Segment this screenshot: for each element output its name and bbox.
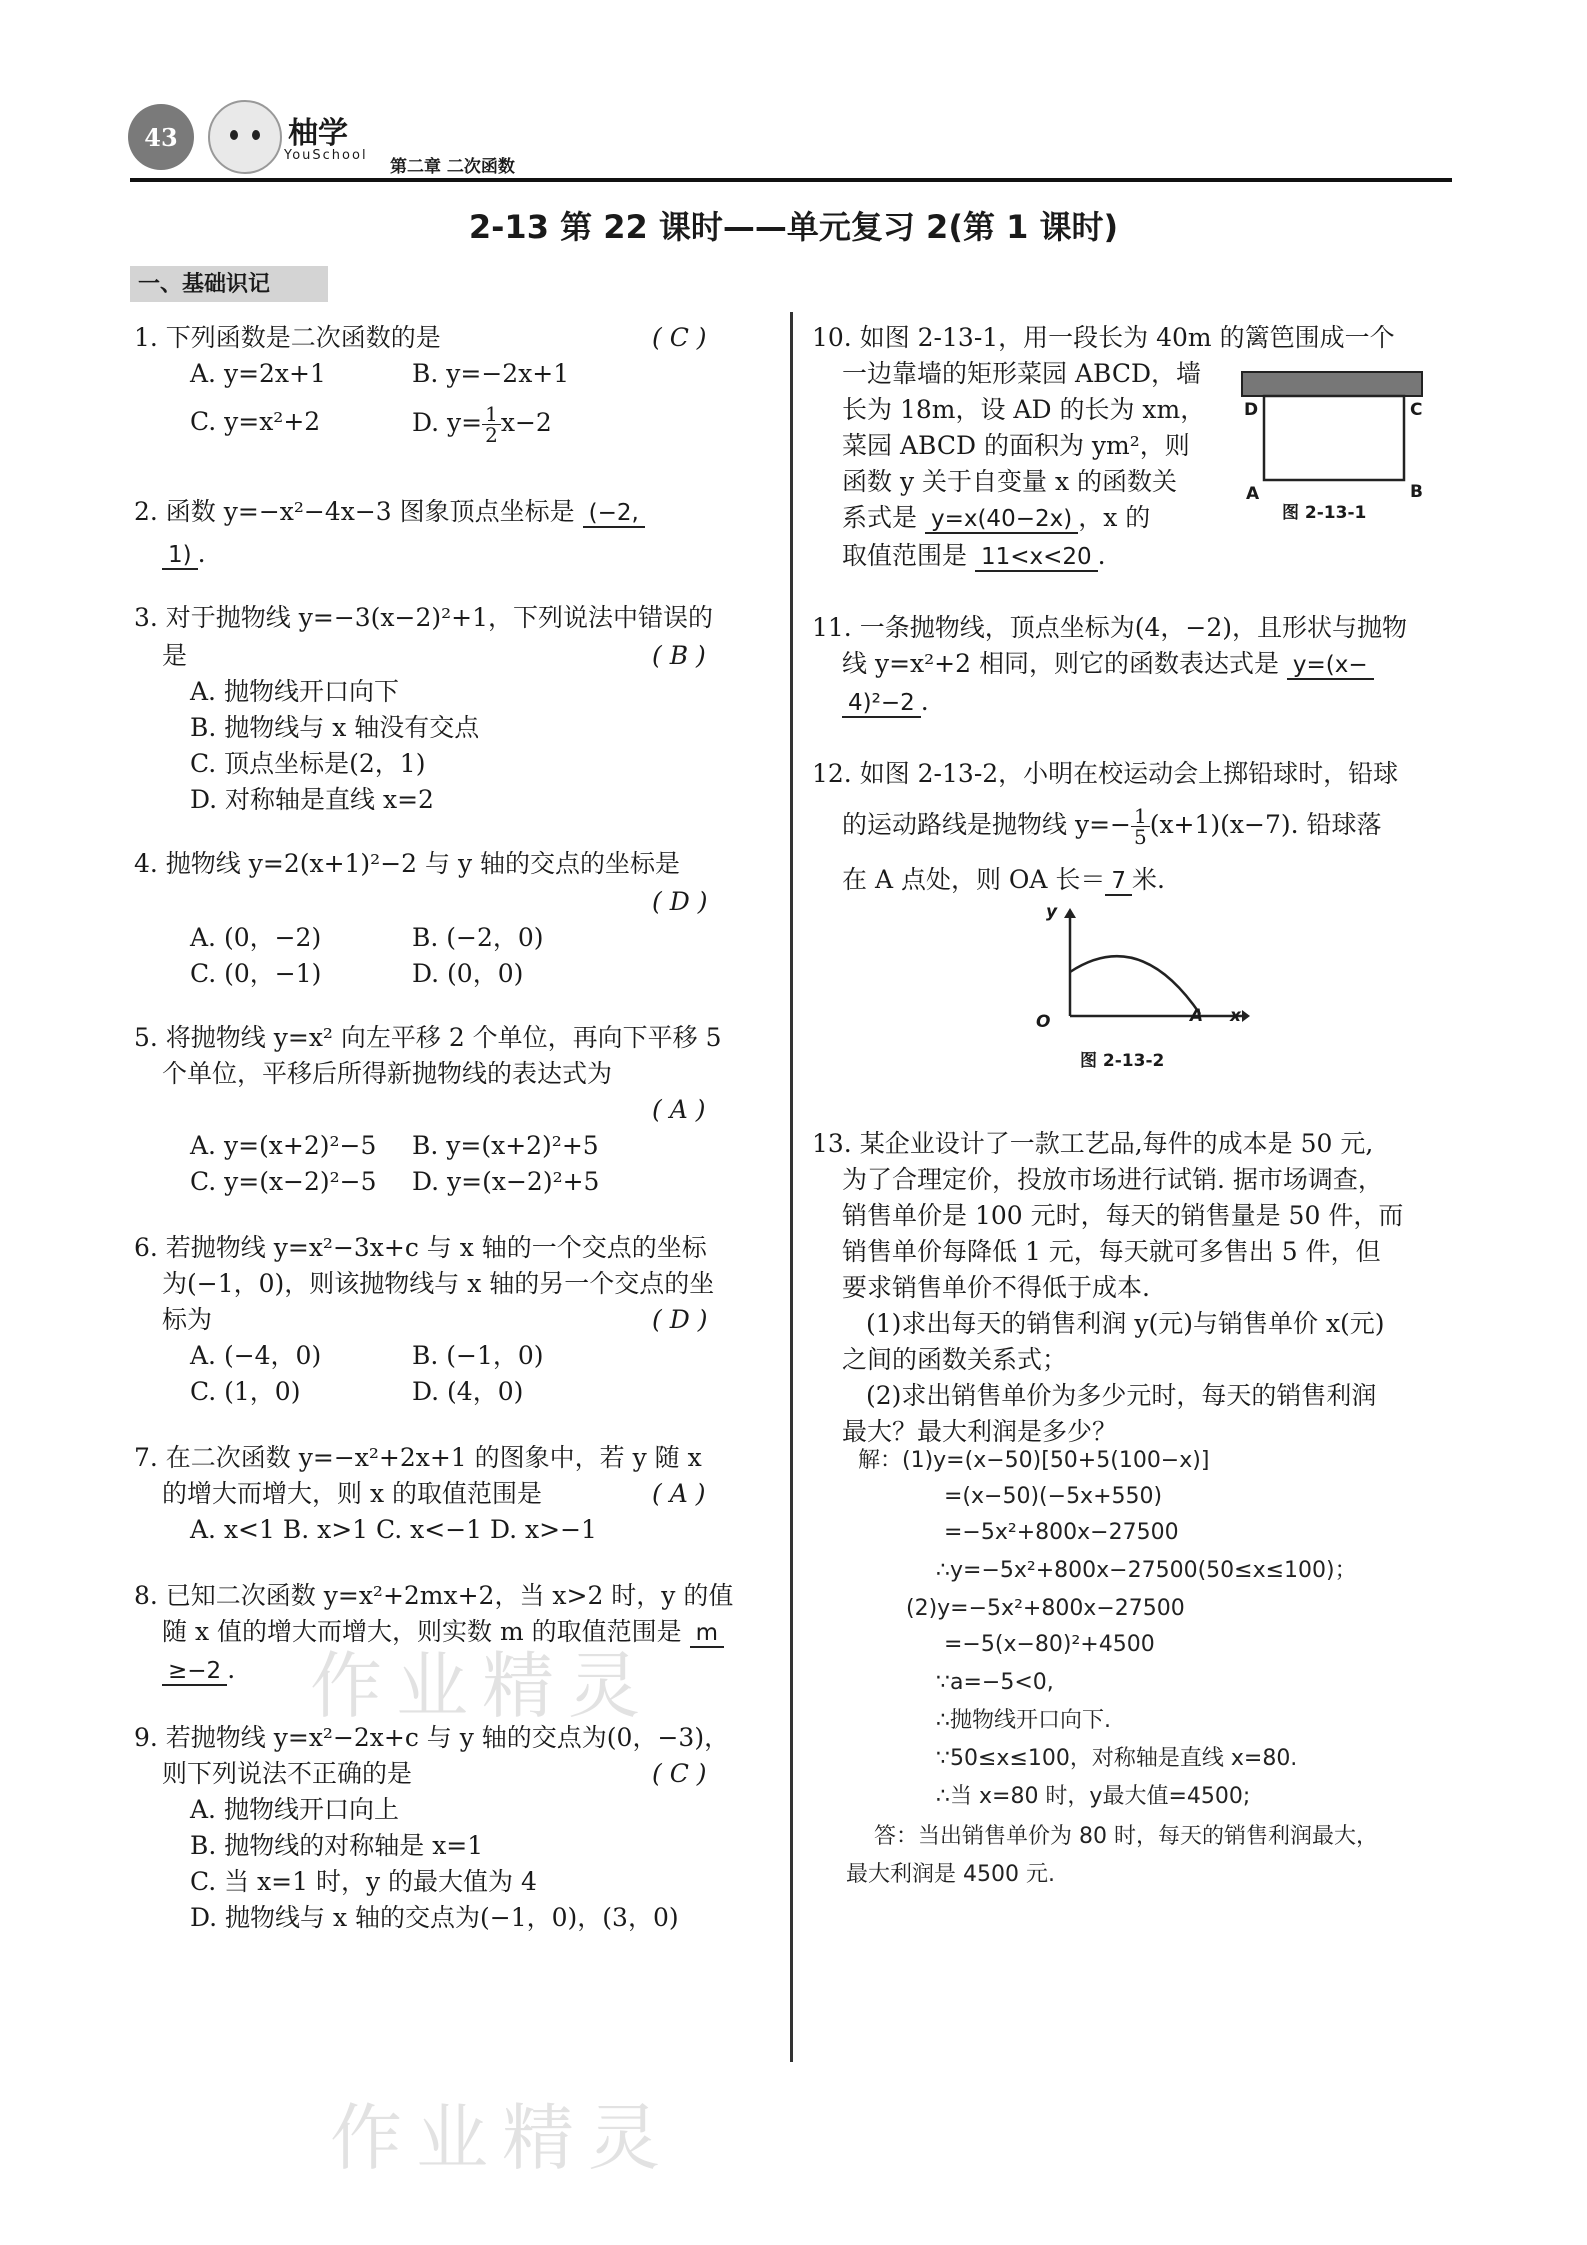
q9-option-d: D. 抛物线与 x 轴的交点为(−1，0)，(3，0)	[190, 1903, 679, 1932]
page-number-badge: 43	[128, 104, 194, 170]
q1-option-d: D. y= $\frac{1}{2}$ x−2	[412, 402, 552, 447]
page-title: 2-13 第 22 课时——单元复习 2(第 1 课时)	[468, 208, 1119, 246]
q8-stem-2: 随 x 值的增大而增大，则实数 m 的取值范围是 m	[162, 1614, 724, 1651]
section-heading: 一、基础识记	[130, 266, 328, 302]
solution-line-3: =−5x²+800x−27500	[944, 1520, 1179, 1545]
q7-options: A. x<1 B. x>1 C. x<−1 D. x>−1	[190, 1515, 597, 1544]
q2-stem: 2. 函数 y=−x²−4x−3 图象顶点坐标是 (−2,	[134, 494, 645, 531]
solution-line-10: ∴当 x=80 时，y最大值=4500;	[936, 1784, 1251, 1809]
q6-answer: ( D )	[652, 1305, 708, 1334]
fig2-label-o: O	[1036, 1012, 1051, 1032]
q13-line-9: 最大？最大利润是多少？	[842, 1417, 1118, 1446]
q4-answer: ( D )	[652, 887, 708, 916]
fig1-label-b: B	[1410, 482, 1423, 502]
q1-option-a: A. y=2x+1	[190, 359, 326, 388]
q3-stem-1: 3. 对于抛物线 y=−3(x−2)²+1，下列说法中错误的	[134, 603, 714, 632]
solution-line-12: 最大利润是 4500 元.	[846, 1862, 1055, 1887]
q4-option-b: B. (−2，0)	[412, 923, 544, 952]
q13-line-1: 13. 某企业设计了一款工艺品,每件的成本是 50 元,	[812, 1129, 1374, 1158]
q5-option-a: A. y=(x+2)²−5	[190, 1131, 377, 1160]
q13-line-8: (2)求出销售单价为多少元时，每天的销售利润	[866, 1381, 1377, 1410]
q7-stem-2: 的增大而增大，则 x 的取值范围是	[162, 1479, 542, 1508]
q12-answer: 7	[1105, 868, 1132, 896]
q10-line-7: 取值范围是 11<x<20 .	[842, 541, 1106, 570]
q12-fraction: $\frac{1}{5}$	[1131, 806, 1150, 847]
q1-option-b: B. y=−2x+1	[412, 359, 570, 388]
q8-answer-part1: m	[690, 1620, 724, 1648]
q13-line-3: 销售单价是 100 元时，每天的销售量是 50 件，而	[842, 1201, 1404, 1230]
q13-line-6: (1)求出每天的销售利润 y(元)与销售单价 x(元)	[866, 1309, 1385, 1338]
brand-name: 柚学	[288, 116, 348, 151]
q10-answer-range: 11<x<20	[975, 544, 1098, 572]
chapter-title: 第二章 二次函数	[390, 157, 515, 177]
watermark-bottom: 作业精灵	[330, 2096, 675, 2180]
fig1-caption: 图 2-13-1	[1282, 503, 1367, 523]
q10-line-5: 函数 y 关于自变量 x 的函数关	[842, 467, 1178, 496]
q7-answer: ( A )	[652, 1479, 706, 1508]
q6-option-d: D. (4，0)	[412, 1377, 524, 1406]
watermark-middle: 作业精灵	[310, 1644, 655, 1728]
q9-option-b: B. 抛物线的对称轴是 x=1	[190, 1831, 484, 1860]
q3-option-a: A. 抛物线开口向下	[190, 677, 399, 706]
q12-line-1: 12. 如图 2-13-2，小明在校运动会上掷铅球时，铅球	[812, 759, 1399, 788]
header-rule	[130, 178, 1452, 182]
solution-line-5: (2)y=−5x²+800x−27500	[906, 1596, 1185, 1621]
q10-line-1: 10. 如图 2-13-1，用一段长为 40m 的篱笆围成一个	[812, 323, 1395, 352]
solution-line-8: ∴抛物线开口向下.	[936, 1708, 1111, 1733]
q3-option-d: D. 对称轴是直线 x=2	[190, 785, 434, 814]
q13-line-7: 之间的函数关系式；	[842, 1345, 1068, 1374]
q9-option-a: A. 抛物线开口向上	[190, 1795, 399, 1824]
q5-stem-2: 个单位，平移后所得新抛物线的表达式为	[162, 1059, 613, 1088]
q12-line-3: 在 A 点处，则 OA 长＝ 7 米.	[842, 865, 1165, 894]
q9-answer: ( C )	[652, 1759, 707, 1788]
q3-option-b: B. 抛物线与 x 轴没有交点	[190, 713, 480, 742]
figure-2-13-2	[1020, 906, 1250, 1046]
fig2-label-x: x	[1230, 1006, 1241, 1026]
fig2-label-a: A	[1190, 1006, 1204, 1026]
fig2-caption: 图 2-13-2	[1080, 1051, 1165, 1071]
q13-line-5: 要求销售单价不得低于成本.	[842, 1273, 1150, 1302]
q9-stem-1: 9. 若抛物线 y=x²−2x+c 与 y 轴的交点为(0，−3)，	[134, 1723, 730, 1752]
q11-line-3: 4)²−2 .	[842, 684, 929, 721]
q1-fraction: $\frac{1}{2}$	[482, 404, 501, 445]
q10-line-6: 系式是 y=x(40−2x) ，x 的	[842, 503, 1151, 532]
solution-line-7: ∵a=−5<0,	[936, 1670, 1054, 1695]
fig1-label-c: C	[1410, 400, 1423, 420]
q5-option-b: B. y=(x+2)²+5	[412, 1131, 599, 1160]
q4-option-c: C. (0，−1)	[190, 959, 322, 988]
q11-answer-part2: 4)²−2	[842, 690, 921, 718]
q13-line-4: 销售单价每降低 1 元，每天就可多售出 5 件，但	[842, 1237, 1381, 1266]
q1-stem: 1. 下列函数是二次函数的是	[134, 323, 441, 352]
q8-stem-1: 8. 已知二次函数 y=x²+2mx+2，当 x>2 时，y 的值	[134, 1581, 734, 1610]
solution-line-4: ∴y=−5x²+800x−27500(50≤x≤100)；	[936, 1558, 1357, 1583]
q4-option-a: A. (0，−2)	[190, 923, 322, 952]
q5-option-c: C. y=(x−2)²−5	[190, 1167, 377, 1196]
mascot-logo	[208, 100, 282, 174]
q5-answer: ( A )	[652, 1095, 706, 1124]
q11-line-1: 11. 一条抛物线，顶点坐标为(4，−2)，且形状与抛物	[812, 613, 1407, 642]
q11-line-2: 线 y=x²+2 相同，则它的函数表达式是 y=(x−	[842, 646, 1374, 683]
q1-option-c: C. y=x²+2	[190, 407, 321, 436]
q3-answer: ( B )	[652, 641, 706, 670]
q6-stem-1: 6. 若抛物线 y=x²−3x+c 与 x 轴的一个交点的坐标	[134, 1233, 707, 1262]
q10-answer-function: y=x(40−2x)	[925, 506, 1078, 534]
q2-answer-part2: 1)	[162, 542, 198, 570]
q5-stem-1: 5. 将抛物线 y=x² 向左平移 2 个单位，再向下平移 5	[134, 1023, 722, 1052]
q11-answer-part1: y=(x−	[1287, 652, 1374, 680]
q12-line-2: 的运动路线是抛物线 y=− $\frac{1}{5}$ (x+1)(x−7). 铅球落	[842, 804, 1382, 849]
q6-option-b: B. (−1，0)	[412, 1341, 544, 1370]
q2-answer-part1: (−2,	[583, 500, 645, 528]
q5-option-d: D. y=(x−2)²+5	[412, 1167, 600, 1196]
solution-line-9: ∵50≤x≤100，对称轴是直线 x=80.	[936, 1746, 1298, 1771]
solution-line-2: =(x−50)(−5x+550)	[944, 1484, 1163, 1509]
q4-option-d: D. (0，0)	[412, 959, 524, 988]
solution-line-11: 答：当出销售单价为 80 时，每天的销售利润最大，	[874, 1824, 1378, 1849]
solution-line-1: 解：(1)y=(x−50)[50+5(100−x)]	[858, 1448, 1210, 1473]
q9-option-c: C. 当 x=1 时，y 的最大值为 4	[190, 1867, 537, 1896]
fig1-label-d: D	[1244, 400, 1259, 420]
q10-line-4: 菜园 ABCD 的面积为 ym²，则	[842, 431, 1190, 460]
q3-option-c: C. 顶点坐标是(2，1)	[190, 749, 426, 778]
column-divider	[790, 312, 793, 2062]
q3-stem-2: 是	[162, 641, 188, 670]
q6-stem-3: 标为	[162, 1305, 213, 1334]
brand-subtitle: YouSchool	[284, 148, 368, 163]
q8-answer-line2: ≥−2 .	[162, 1652, 235, 1689]
q6-option-c: C. (1，0)	[190, 1377, 301, 1406]
figure-2-13-1	[1236, 366, 1436, 516]
q10-line-2: 一边靠墙的矩形菜园 ABCD，墙	[842, 359, 1202, 388]
fig2-label-y: y	[1046, 902, 1058, 922]
q1-answer: ( C )	[652, 323, 707, 352]
q6-stem-2: 为(−1，0)，则该抛物线与 x 轴的另一个交点的坐	[162, 1269, 715, 1298]
q9-stem-2: 则下列说法不正确的是	[162, 1759, 413, 1788]
q10-line-3: 长为 18m，设 AD 的长为 xm，	[842, 395, 1206, 424]
q2-answer-line2: 1) .	[162, 536, 206, 573]
q4-stem: 4. 抛物线 y=2(x+1)²−2 与 y 轴的交点的坐标是	[134, 849, 681, 878]
q13-line-2: 为了合理定价，投放市场进行试销. 据市场调查，	[842, 1165, 1383, 1194]
solution-line-6: =−5(x−80)²+4500	[944, 1632, 1155, 1657]
q7-stem-1: 7. 在二次函数 y=−x²+2x+1 的图象中，若 y 随 x	[134, 1443, 702, 1472]
q6-option-a: A. (−4，0)	[190, 1341, 322, 1370]
q8-answer-part2: ≥−2	[162, 1658, 227, 1686]
fig1-label-a: A	[1246, 484, 1260, 504]
